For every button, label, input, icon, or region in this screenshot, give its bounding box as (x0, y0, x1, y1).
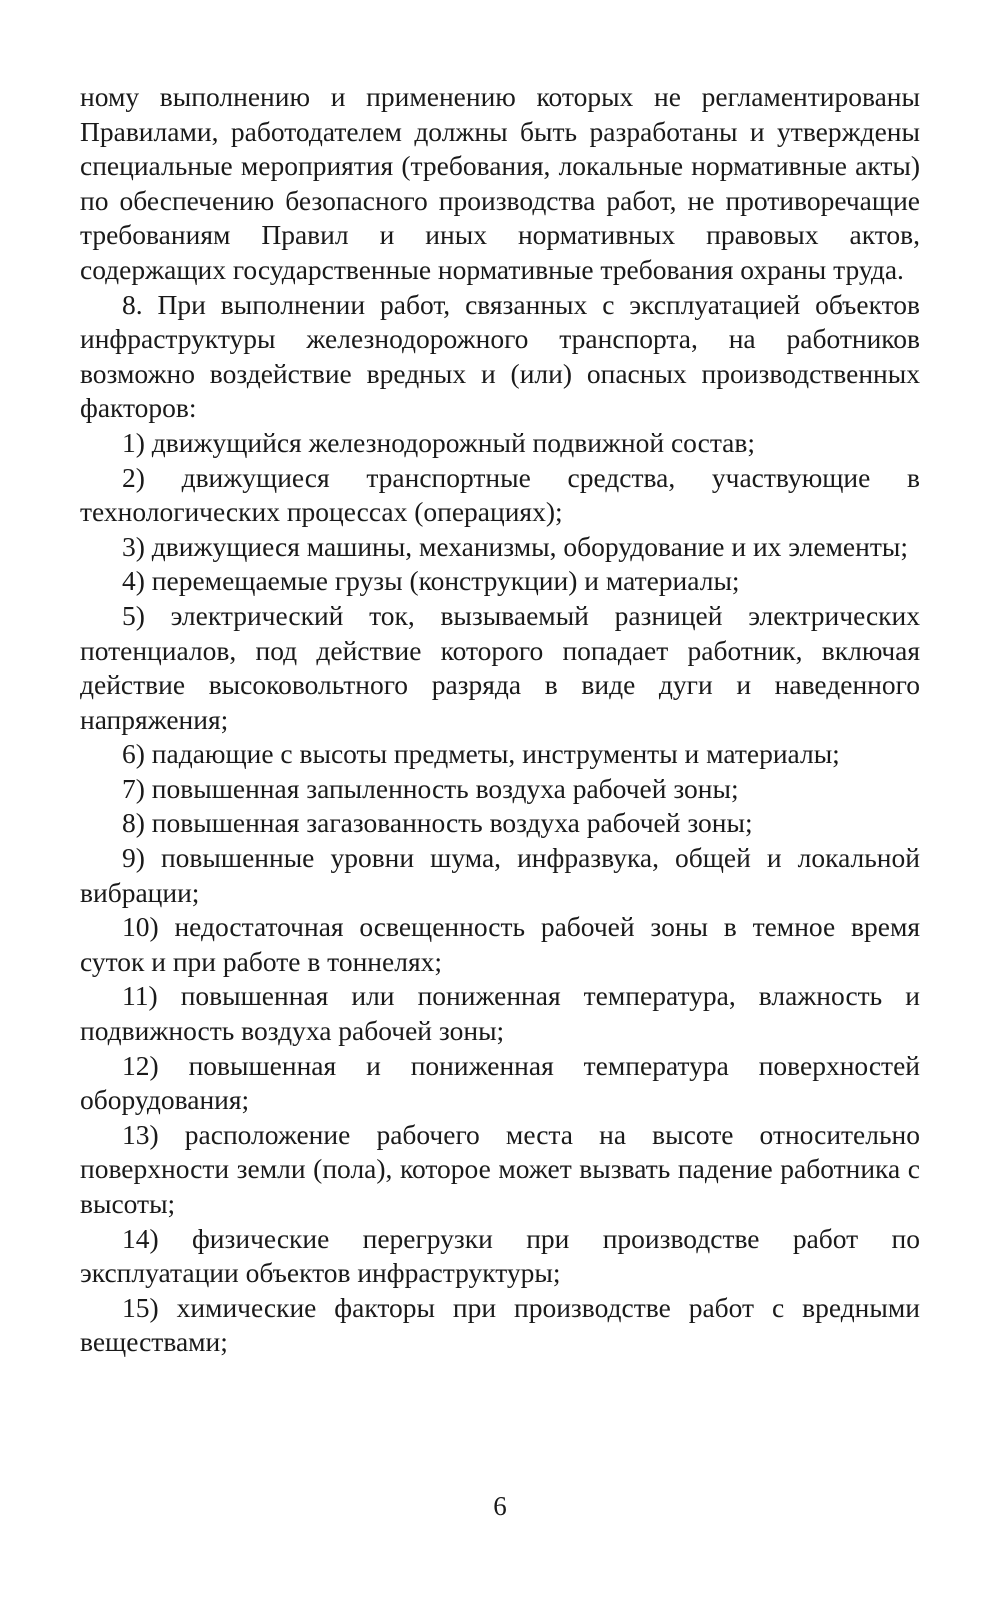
list-item-2: 2) движущиеся транспортные средства, участвующие в технологических процессах (операциях); (80, 461, 920, 528)
list-item-3: 3) движущиеся машины, механизмы, оборудование и их элементы; (122, 530, 908, 562)
paragraph-continuation: ному выполнению и применению которых не регламентированы Правилами, работодателем должны быть разработаны и утверждены специальные мероприятия (требования, локальные нормативные акты) по обеспечению безопасного производства работ, не противоречащие требованиям Правил и иных нормативных правовых актов, содержащих государственные нормативные требования охраны труда. (80, 81, 920, 285)
list-item-12: 12) повышенная и пониженная температура поверхностей оборудования; (80, 1049, 920, 1116)
list-item-15: 15) химические факторы при производстве работ с вредными веществами; (80, 1291, 920, 1358)
list-item-4: 4) перемещаемые грузы (конструкции) и материалы; (122, 565, 740, 597)
list-item-5: 5) электрический ток, вызываемый разницей электрических потенциалов, под действие которого попадает работник, включая действие высоковольтного разряда в виде дуги и наведенного напряжения; (80, 599, 920, 735)
list-item-10: 10) недостаточная освещенность рабочей зоны в темное время суток и при работе в тоннелях; (80, 911, 920, 977)
list-item-1: 1) движущийся железнодорожный подвижной состав; (122, 426, 756, 458)
paragraph-item-8: 8. При выполнении работ, связанных с эксплуатацией объектов инфраструктуры железнодорожного транспорта, на работников возможно воздействие вредных и (или) опасных производственных факторов: (80, 288, 920, 424)
list-item-13: 13) расположение рабочего места на высоте относительно поверхности земли (пола), которое может вызвать падение работника с высоты; (80, 1118, 920, 1219)
list-item-9: 9) повышенные уровни шума, инфразвука, общей и локальной вибрации; (80, 842, 920, 908)
list-item-7: 7) повышенная запыленность воздуха рабочей зоны; (122, 772, 739, 804)
body-text (80, 80, 920, 1360)
list-item-6: 6) падающие с высоты предметы, инструменты и материалы; (122, 738, 840, 770)
list-item-14: 14) физические перегрузки при производстве работ по эксплуатации объектов инфраструктуры; (80, 1222, 920, 1289)
page-number: 6 (493, 1491, 507, 1521)
list-item-8: 8) повышенная загазованность воздуха рабочей зоны; (122, 807, 753, 839)
list-item-11: 11) повышенная или пониженная температура, влажность и подвижность воздуха рабочей зоны; (80, 980, 920, 1047)
